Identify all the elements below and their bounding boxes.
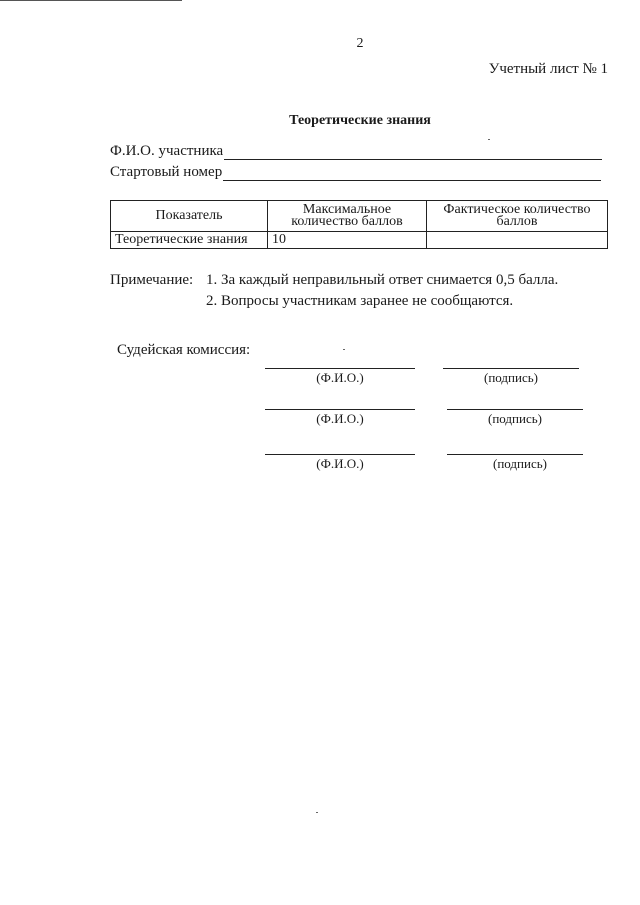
section-title: Теоретические знания xyxy=(289,113,431,128)
signature-caption: (подпись) xyxy=(493,456,547,471)
signature-line xyxy=(447,454,583,455)
score-table xyxy=(110,200,608,249)
scan-speck xyxy=(343,349,345,350)
start-number-label: Стартовый номер xyxy=(110,164,223,180)
signature-caption: (подпись) xyxy=(488,411,542,426)
signature-line xyxy=(443,368,579,369)
cell-indicator: Теоретические знания xyxy=(111,232,268,249)
participant-name-blank xyxy=(224,145,602,160)
participant-name-field xyxy=(110,143,602,160)
committee-label: Судейская комиссия: xyxy=(117,342,251,358)
name-signature-line xyxy=(265,409,415,410)
note-label: Примечание: xyxy=(110,272,194,288)
table-row xyxy=(111,232,608,249)
cell-max-points: 10 xyxy=(268,232,427,249)
header-max-points: Максимальное количество баллов xyxy=(268,201,427,232)
participant-name-label: Ф.И.О. участника xyxy=(110,143,224,159)
header-indicator: Показатель xyxy=(111,201,268,232)
cell-actual-points xyxy=(427,232,608,249)
scan-speck xyxy=(488,139,490,140)
note-item: 1. За каждый неправильный ответ снимается 0,5 балла. xyxy=(206,272,559,288)
start-number-field xyxy=(110,164,601,181)
name-signature-line xyxy=(265,368,415,369)
start-number-blank xyxy=(223,166,601,181)
note-item: 2. Вопросы участникам заранее не сообщаются. xyxy=(206,293,514,309)
name-caption: (Ф.И.О.) xyxy=(316,411,364,426)
sheet-label: Учетный лист № 1 xyxy=(488,61,608,77)
name-caption: (Ф.И.О.) xyxy=(316,370,364,385)
scan-speck xyxy=(316,812,318,813)
name-signature-line xyxy=(265,454,415,455)
signature-line xyxy=(447,409,583,410)
name-caption: (Ф.И.О.) xyxy=(316,456,364,471)
header-actual-points: Фактическое количество баллов xyxy=(427,201,608,232)
page-number: 2 xyxy=(356,36,364,51)
table-header-row xyxy=(111,201,608,232)
top-edge-rule xyxy=(0,0,182,1)
signature-caption: (подпись) xyxy=(484,370,538,385)
